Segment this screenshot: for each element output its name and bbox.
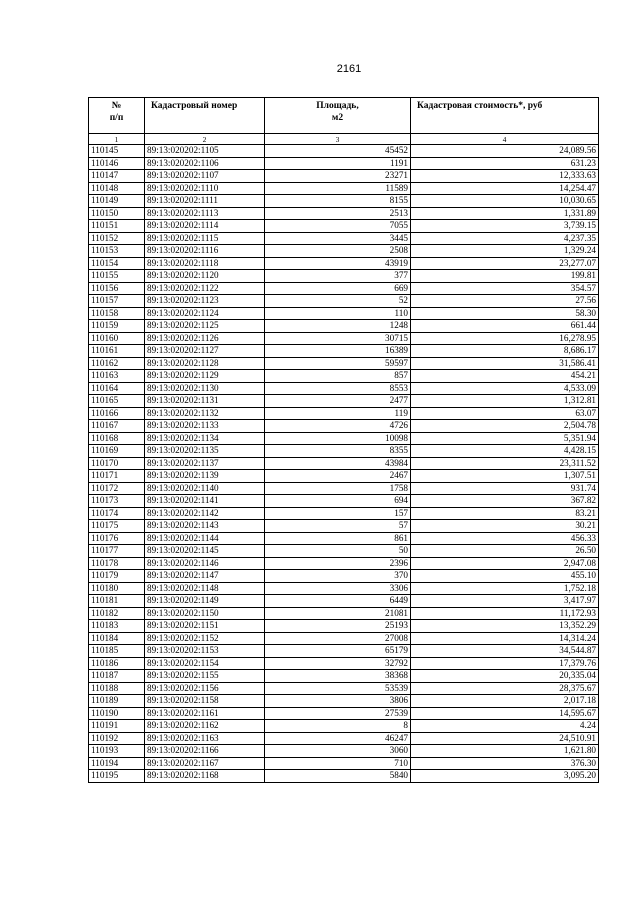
cadastral-value-cell: 58.30	[411, 307, 599, 320]
area-cell: 694	[265, 495, 411, 508]
cadastral-value-cell: 454.21	[411, 370, 599, 383]
header-index-label: № п/п	[109, 101, 124, 123]
cadastral-number-cell: 89:13:020202:1143	[145, 520, 265, 533]
cadastral-value-cell: 26.50	[411, 545, 599, 558]
cadastral-value-cell: 354.57	[411, 282, 599, 295]
header-area-label: Площадь, м2	[316, 101, 359, 123]
row-index-cell: 110166	[89, 407, 145, 420]
cadastral-value-cell: 14,595.67	[411, 707, 599, 720]
row-index-cell: 110194	[89, 757, 145, 770]
area-cell: 3445	[265, 232, 411, 245]
cadastral-value-cell: 455.10	[411, 570, 599, 583]
cadastral-number-cell: 89:13:020202:1113	[145, 207, 265, 220]
table-row	[89, 707, 599, 720]
cadastral-number-cell: 89:13:020202:1166	[145, 745, 265, 758]
cadastral-value-cell: 376.30	[411, 757, 599, 770]
row-index-cell: 110150	[89, 207, 145, 220]
area-cell: 57	[265, 520, 411, 533]
cadastral-number-cell: 89:13:020202:1137	[145, 457, 265, 470]
area-cell: 50	[265, 545, 411, 558]
area-cell: 38368	[265, 670, 411, 683]
cadastral-number-cell: 89:13:020202:1106	[145, 157, 265, 170]
cadastral-value-cell: 2,947.08	[411, 557, 599, 570]
cadastral-value-cell: 16,278.95	[411, 332, 599, 345]
table-row	[89, 232, 599, 245]
row-index-cell: 110189	[89, 695, 145, 708]
cadastral-number-cell: 89:13:020202:1114	[145, 220, 265, 233]
cadastral-value-cell: 1,752.18	[411, 582, 599, 595]
cadastral-value-cell: 31,586.41	[411, 357, 599, 370]
column-number-row	[89, 134, 599, 145]
table-row	[89, 420, 599, 433]
cadastral-number-cell: 89:13:020202:1144	[145, 532, 265, 545]
row-index-cell: 110186	[89, 657, 145, 670]
row-index-cell: 110161	[89, 345, 145, 358]
row-index-cell: 110193	[89, 745, 145, 758]
area-cell: 2477	[265, 395, 411, 408]
area-cell: 1758	[265, 482, 411, 495]
column-number: 1	[89, 134, 145, 145]
area-cell: 157	[265, 507, 411, 520]
table-row	[89, 320, 599, 333]
row-index-cell: 110149	[89, 195, 145, 208]
table-row	[89, 657, 599, 670]
cadastral-value-cell: 1,621.80	[411, 745, 599, 758]
row-index-cell: 110151	[89, 220, 145, 233]
table-row	[89, 720, 599, 733]
area-cell: 45452	[265, 145, 411, 158]
cadastral-value-cell: 34,544.87	[411, 645, 599, 658]
cadastral-number-cell: 89:13:020202:1128	[145, 357, 265, 370]
cadastral-number-cell: 89:13:020202:1135	[145, 445, 265, 458]
area-cell: 10098	[265, 432, 411, 445]
table-row	[89, 307, 599, 320]
table-body	[89, 145, 599, 783]
row-index-cell: 110171	[89, 470, 145, 483]
area-cell: 46247	[265, 732, 411, 745]
table-row	[89, 282, 599, 295]
area-cell: 3806	[265, 695, 411, 708]
table-row	[89, 632, 599, 645]
cadastral-value-cell: 1,329.24	[411, 245, 599, 258]
cadastral-value-cell: 23,311.52	[411, 457, 599, 470]
cadastral-value-cell: 661.44	[411, 320, 599, 333]
area-cell: 27008	[265, 632, 411, 645]
cadastral-number-cell: 89:13:020202:1140	[145, 482, 265, 495]
table-row	[89, 207, 599, 220]
cadastral-value-cell: 23,277.07	[411, 257, 599, 270]
cadastral-number-cell: 89:13:020202:1152	[145, 632, 265, 645]
cadastral-value-cell: 10,030.65	[411, 195, 599, 208]
row-index-cell: 110184	[89, 632, 145, 645]
area-cell: 710	[265, 757, 411, 770]
area-cell: 11589	[265, 182, 411, 195]
cadastral-value-cell: 63.07	[411, 407, 599, 420]
table-row	[89, 457, 599, 470]
row-index-cell: 110180	[89, 582, 145, 595]
column-number: 4	[411, 134, 599, 145]
cadastral-number-cell: 89:13:020202:1168	[145, 770, 265, 783]
table-row	[89, 645, 599, 658]
cadastral-value-cell: 14,314.24	[411, 632, 599, 645]
cadastral-value-cell: 24,510.91	[411, 732, 599, 745]
table-row	[89, 445, 599, 458]
area-cell: 30715	[265, 332, 411, 345]
cadastral-number-cell: 89:13:020202:1131	[145, 395, 265, 408]
row-index-cell: 110169	[89, 445, 145, 458]
cadastral-value-cell: 3,095.20	[411, 770, 599, 783]
table-row	[89, 407, 599, 420]
cadastral-value-cell: 1,307.51	[411, 470, 599, 483]
row-index-cell: 110167	[89, 420, 145, 433]
table-row	[89, 257, 599, 270]
cadastral-number-cell: 89:13:020202:1122	[145, 282, 265, 295]
cadastral-value-cell: 631.23	[411, 157, 599, 170]
table-row	[89, 345, 599, 358]
area-cell: 2513	[265, 207, 411, 220]
cadastral-number-cell: 89:13:020202:1146	[145, 557, 265, 570]
area-cell: 43919	[265, 257, 411, 270]
cadastral-value-cell: 1,331.89	[411, 207, 599, 220]
cadastral-value-cell: 12,333.63	[411, 170, 599, 183]
cadastral-value-cell: 456.33	[411, 532, 599, 545]
row-index-cell: 110168	[89, 432, 145, 445]
cadastral-value-cell: 4,237.35	[411, 232, 599, 245]
table-row	[89, 245, 599, 258]
column-number: 3	[265, 134, 411, 145]
table-row	[89, 570, 599, 583]
cadastral-value-cell: 17,379.76	[411, 657, 599, 670]
row-index-cell: 110145	[89, 145, 145, 158]
table-row	[89, 270, 599, 283]
table-row	[89, 582, 599, 595]
area-cell: 1191	[265, 157, 411, 170]
row-index-cell: 110159	[89, 320, 145, 333]
table-row	[89, 532, 599, 545]
header-cadastral-value-label: Кадастровая стоимость*, руб	[417, 101, 543, 111]
row-index-cell: 110195	[89, 770, 145, 783]
table-row	[89, 507, 599, 520]
cadastral-number-cell: 89:13:020202:1141	[145, 495, 265, 508]
area-cell: 861	[265, 532, 411, 545]
cadastral-number-cell: 89:13:020202:1115	[145, 232, 265, 245]
cadastral-number-cell: 89:13:020202:1107	[145, 170, 265, 183]
cadastral-number-cell: 89:13:020202:1142	[145, 507, 265, 520]
row-index-cell: 110174	[89, 507, 145, 520]
cadastral-value-cell: 4,533.09	[411, 382, 599, 395]
cadastral-number-cell: 89:13:020202:1126	[145, 332, 265, 345]
cadastral-number-cell: 89:13:020202:1158	[145, 695, 265, 708]
area-cell: 370	[265, 570, 411, 583]
table-row	[89, 495, 599, 508]
cadastral-number-cell: 89:13:020202:1147	[145, 570, 265, 583]
row-index-cell: 110156	[89, 282, 145, 295]
row-index-cell: 110176	[89, 532, 145, 545]
table-row	[89, 545, 599, 558]
cadastral-value-cell: 3,739.15	[411, 220, 599, 233]
area-cell: 6449	[265, 595, 411, 608]
row-index-cell: 110182	[89, 607, 145, 620]
row-index-cell: 110158	[89, 307, 145, 320]
cadastral-number-cell: 89:13:020202:1127	[145, 345, 265, 358]
cadastral-number-cell: 89:13:020202:1162	[145, 720, 265, 733]
cadastral-value-cell: 1,312.81	[411, 395, 599, 408]
area-cell: 27539	[265, 707, 411, 720]
row-index-cell: 110148	[89, 182, 145, 195]
cadastral-number-cell: 89:13:020202:1125	[145, 320, 265, 333]
cadastral-value-cell: 28,375.67	[411, 682, 599, 695]
row-index-cell: 110172	[89, 482, 145, 495]
row-index-cell: 110155	[89, 270, 145, 283]
table-row	[89, 432, 599, 445]
cadastral-number-cell: 89:13:020202:1111	[145, 195, 265, 208]
cadastral-number-cell: 89:13:020202:1130	[145, 382, 265, 395]
cadastral-value-cell: 8,686.17	[411, 345, 599, 358]
cadastral-value-cell: 367.82	[411, 495, 599, 508]
area-cell: 21081	[265, 607, 411, 620]
row-index-cell: 110175	[89, 520, 145, 533]
table-row	[89, 520, 599, 533]
cadastral-number-cell: 89:13:020202:1151	[145, 620, 265, 633]
cadastral-value-cell: 14,254.47	[411, 182, 599, 195]
area-cell: 2508	[265, 245, 411, 258]
cadastral-number-cell: 89:13:020202:1150	[145, 607, 265, 620]
area-cell: 23271	[265, 170, 411, 183]
table-row	[89, 157, 599, 170]
area-cell: 5840	[265, 770, 411, 783]
row-index-cell: 110191	[89, 720, 145, 733]
cadastral-value-cell: 11,172.93	[411, 607, 599, 620]
cadastral-number-cell: 89:13:020202:1124	[145, 307, 265, 320]
cadastral-number-cell: 89:13:020202:1134	[145, 432, 265, 445]
cadastral-value-cell: 83.21	[411, 507, 599, 520]
row-index-cell: 110188	[89, 682, 145, 695]
cadastral-value-cell: 4,428.15	[411, 445, 599, 458]
cadastral-number-cell: 89:13:020202:1118	[145, 257, 265, 270]
area-cell: 4726	[265, 420, 411, 433]
cadastral-number-cell: 89:13:020202:1129	[145, 370, 265, 383]
area-cell: 3060	[265, 745, 411, 758]
row-index-cell: 110170	[89, 457, 145, 470]
row-index-cell: 110154	[89, 257, 145, 270]
area-cell: 110	[265, 307, 411, 320]
table-row	[89, 770, 599, 783]
area-cell: 8355	[265, 445, 411, 458]
area-cell: 65179	[265, 645, 411, 658]
row-index-cell: 110157	[89, 295, 145, 308]
area-cell: 59597	[265, 357, 411, 370]
table-row	[89, 595, 599, 608]
table-row	[89, 170, 599, 183]
cadastral-number-cell: 89:13:020202:1149	[145, 595, 265, 608]
table-row	[89, 182, 599, 195]
area-cell: 669	[265, 282, 411, 295]
table-row	[89, 195, 599, 208]
cadastral-value-cell: 3,417.97	[411, 595, 599, 608]
cadastral-value-cell: 24,089.56	[411, 145, 599, 158]
table-header	[89, 98, 599, 145]
cadastral-number-cell: 89:13:020202:1156	[145, 682, 265, 695]
row-index-cell: 110190	[89, 707, 145, 720]
row-index-cell: 110177	[89, 545, 145, 558]
row-index-cell: 110185	[89, 645, 145, 658]
area-cell: 25193	[265, 620, 411, 633]
page-number: 2161	[336, 63, 362, 75]
header-cadastral-value	[411, 98, 599, 134]
row-index-cell: 110146	[89, 157, 145, 170]
cadastral-table	[88, 97, 599, 783]
area-cell: 377	[265, 270, 411, 283]
cadastral-number-cell: 89:13:020202:1155	[145, 670, 265, 683]
area-cell: 43984	[265, 457, 411, 470]
row-index-cell: 110152	[89, 232, 145, 245]
row-index-cell: 110181	[89, 595, 145, 608]
table-row	[89, 332, 599, 345]
table-row	[89, 607, 599, 620]
row-index-cell: 110153	[89, 245, 145, 258]
header-row	[89, 98, 599, 134]
table-row	[89, 670, 599, 683]
area-cell: 8155	[265, 195, 411, 208]
header-index	[89, 98, 145, 134]
cadastral-number-cell: 89:13:020202:1133	[145, 420, 265, 433]
table-row	[89, 370, 599, 383]
table-row	[89, 470, 599, 483]
header-cadastral-number	[145, 98, 265, 134]
table-row	[89, 557, 599, 570]
area-cell: 857	[265, 370, 411, 383]
column-number: 2	[145, 134, 265, 145]
cadastral-value-cell: 931.74	[411, 482, 599, 495]
cadastral-value-cell: 27.56	[411, 295, 599, 308]
area-cell: 16389	[265, 345, 411, 358]
table-row	[89, 745, 599, 758]
cadastral-number-cell: 89:13:020202:1139	[145, 470, 265, 483]
area-cell: 53539	[265, 682, 411, 695]
cadastral-number-cell: 89:13:020202:1110	[145, 182, 265, 195]
row-index-cell: 110192	[89, 732, 145, 745]
cadastral-number-cell: 89:13:020202:1116	[145, 245, 265, 258]
cadastral-number-cell: 89:13:020202:1167	[145, 757, 265, 770]
cadastral-number-cell: 89:13:020202:1161	[145, 707, 265, 720]
table-row	[89, 145, 599, 158]
row-index-cell: 110164	[89, 382, 145, 395]
area-cell: 1248	[265, 320, 411, 333]
area-cell: 2467	[265, 470, 411, 483]
table-row	[89, 732, 599, 745]
table-row	[89, 620, 599, 633]
table-row	[89, 682, 599, 695]
cadastral-value-cell: 4.24	[411, 720, 599, 733]
area-cell: 8553	[265, 382, 411, 395]
cadastral-number-cell: 89:13:020202:1163	[145, 732, 265, 745]
row-index-cell: 110163	[89, 370, 145, 383]
cadastral-number-cell: 89:13:020202:1132	[145, 407, 265, 420]
row-index-cell: 110187	[89, 670, 145, 683]
cadastral-number-cell: 89:13:020202:1123	[145, 295, 265, 308]
cadastral-value-cell: 20,335.04	[411, 670, 599, 683]
area-cell: 7055	[265, 220, 411, 233]
cadastral-value-cell: 5,351.94	[411, 432, 599, 445]
area-cell: 3306	[265, 582, 411, 595]
cadastral-number-cell: 89:13:020202:1154	[145, 657, 265, 670]
table-row	[89, 357, 599, 370]
cadastral-value-cell: 2,504.78	[411, 420, 599, 433]
area-cell: 8	[265, 720, 411, 733]
area-cell: 119	[265, 407, 411, 420]
row-index-cell: 110165	[89, 395, 145, 408]
row-index-cell: 110147	[89, 170, 145, 183]
row-index-cell: 110178	[89, 557, 145, 570]
cadastral-number-cell: 89:13:020202:1148	[145, 582, 265, 595]
row-index-cell: 110162	[89, 357, 145, 370]
cadastral-number-cell: 89:13:020202:1120	[145, 270, 265, 283]
header-cadastral-number-label: Кадастровый номер	[151, 101, 238, 111]
area-cell: 2396	[265, 557, 411, 570]
table-row	[89, 395, 599, 408]
area-cell: 52	[265, 295, 411, 308]
cadastral-value-cell: 30.21	[411, 520, 599, 533]
cadastral-number-cell: 89:13:020202:1105	[145, 145, 265, 158]
row-index-cell: 110160	[89, 332, 145, 345]
row-index-cell: 110173	[89, 495, 145, 508]
table-row	[89, 482, 599, 495]
area-cell: 32792	[265, 657, 411, 670]
cadastral-number-cell: 89:13:020202:1153	[145, 645, 265, 658]
cadastral-number-cell: 89:13:020202:1145	[145, 545, 265, 558]
row-index-cell: 110183	[89, 620, 145, 633]
table-row	[89, 382, 599, 395]
table-row	[89, 757, 599, 770]
table-row	[89, 695, 599, 708]
cadastral-value-cell: 199.81	[411, 270, 599, 283]
cadastral-value-cell: 2,017.18	[411, 695, 599, 708]
header-area	[265, 98, 411, 134]
cadastral-value-cell: 13,352.29	[411, 620, 599, 633]
table-row	[89, 295, 599, 308]
table-row	[89, 220, 599, 233]
row-index-cell: 110179	[89, 570, 145, 583]
